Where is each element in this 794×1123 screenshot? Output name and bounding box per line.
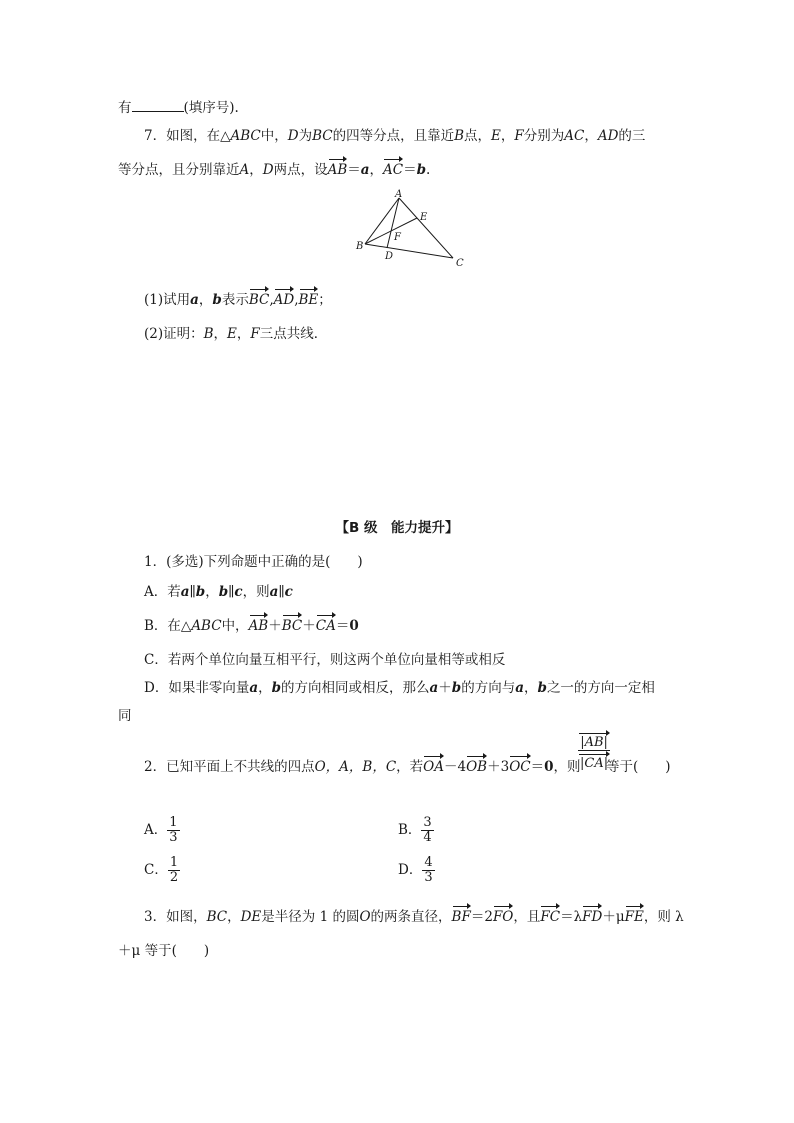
answer-blank[interactable]: [132, 99, 184, 112]
q1-stem: 1．(多选)下列命题中正确的是( ): [144, 554, 363, 570]
triangle-figure: [352, 188, 472, 270]
edge-bc: [365, 244, 453, 258]
q2-option-a[interactable]: A． $\frac{1}{3}$: [144, 815, 178, 845]
q7-sub2: (2)证明：B，E，F三点共线．: [144, 326, 328, 342]
q3-stem-line1: 3．如图，BC，DE是半径为 1 的圆O的两条直径，BF＝2FO，且FC＝λFD＋μFE，则 λ: [144, 909, 684, 925]
q1-option-d-cont: 同: [118, 708, 132, 724]
label-E: E: [420, 212, 428, 223]
q7-stem-line1: 7．如图，在△ABC中，D为BC的四等分点，且靠近B点，E，F分别为AC，AD的三: [144, 128, 646, 144]
q2-stem-end: 等于( ): [606, 759, 671, 775]
q1-option-b[interactable]: B．在△ABC中，AB＋BC＋CA＝0: [144, 618, 359, 634]
q2-option-c[interactable]: C． $\frac{1}{2}$: [144, 855, 179, 885]
edge-ac: [399, 198, 453, 258]
q7-sub1: (1)试用a，b表示BC,AD,BE；: [144, 292, 332, 308]
section-b-heading: 【B 级 能力提升】: [335, 520, 459, 536]
label-D: D: [385, 251, 394, 262]
q1-option-a[interactable]: A．若a∥b，b∥c，则a∥c: [144, 584, 293, 600]
label-F: F: [394, 232, 401, 243]
fill-in-line: 有 (填序号).: [118, 100, 239, 116]
label-A: A: [395, 189, 403, 200]
label-B: B: [356, 241, 364, 252]
q3-stem-line2: ＋μ 等于( ): [118, 943, 210, 959]
q1-option-c[interactable]: C．若两个单位向量互相平行，则这两个单位向量相等或相反: [144, 652, 506, 668]
q2-fraction: $\frac{|AB|}{|CA|}$: [580, 735, 609, 771]
segment-be: [365, 218, 417, 244]
q2-option-d[interactable]: D． $\frac{4}{3}$: [398, 855, 433, 885]
q7-stem-line2: 等分点，且分别靠近A，D两点，设AB＝a，AC＝b.: [118, 162, 431, 178]
q2-stem: 2．已知平面上不共线的四点O，A，B，C，若OA－4OB＋3OC＝0，则: [144, 759, 581, 775]
q1-option-d[interactable]: D．如果非零向量a，b的方向相同或相反，那么a＋b的方向与a，b之一的方向一定相: [144, 680, 655, 696]
label-C: C: [456, 258, 464, 269]
q2-option-b[interactable]: B． $\frac{3}{4}$: [398, 815, 432, 845]
